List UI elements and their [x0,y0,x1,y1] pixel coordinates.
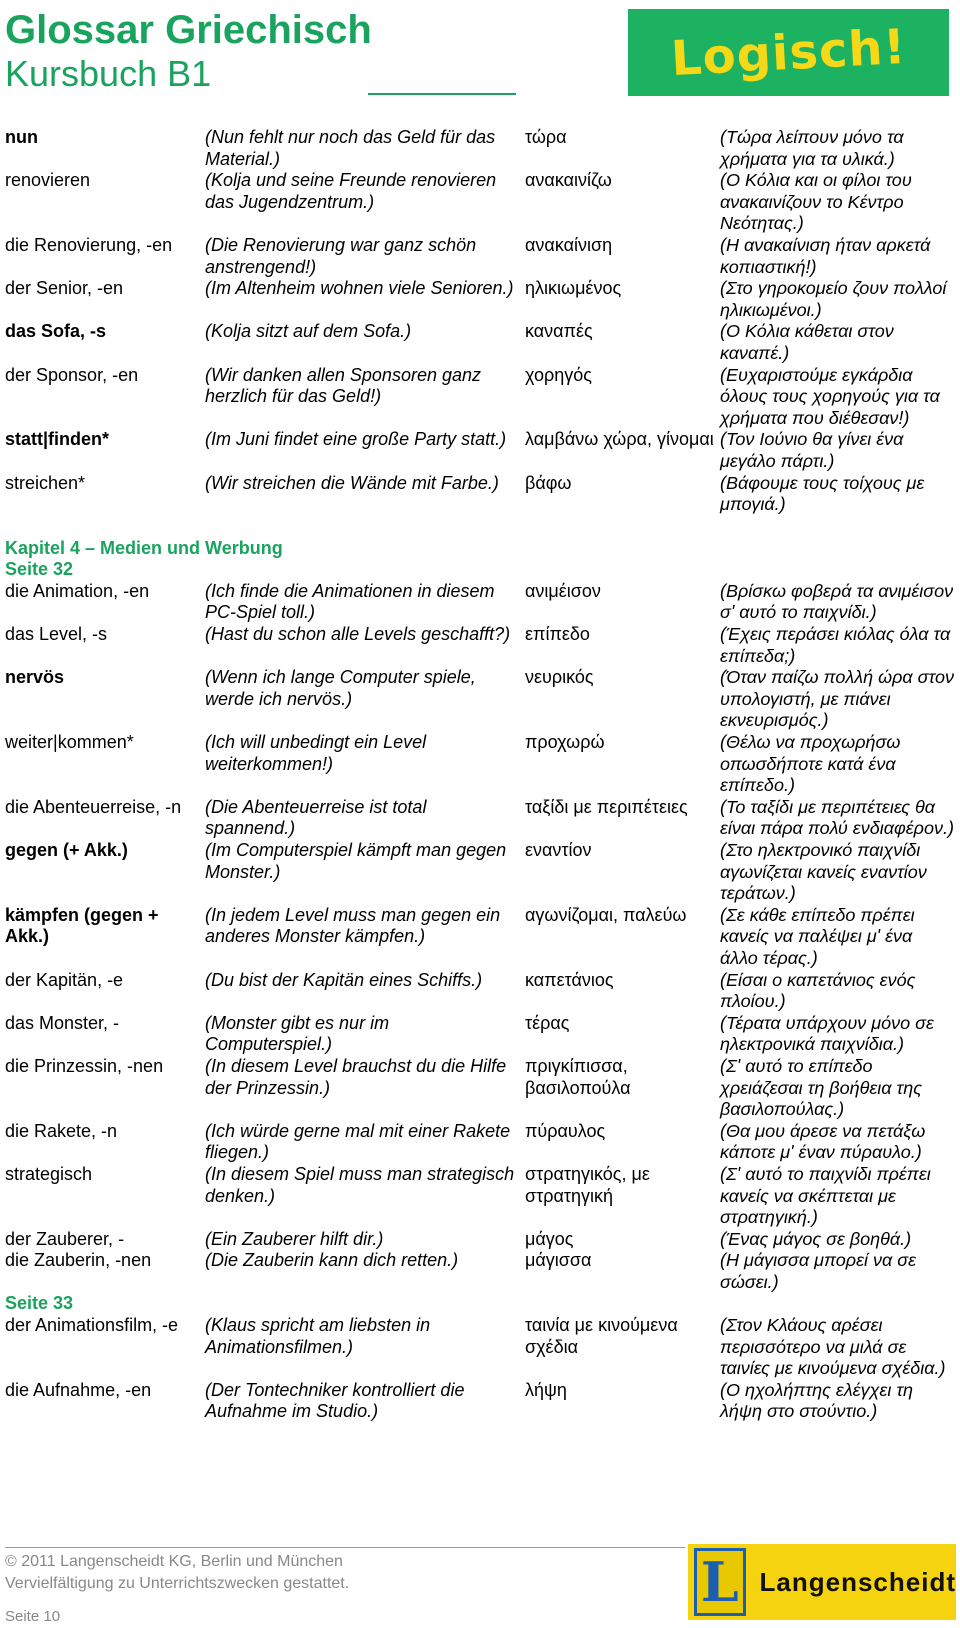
greek-example: (Σ' αυτό το παιχνίδι πρέπει κανείς να σκέπτεται με στρατηγική.) [720,1163,931,1228]
glossary-section-a [5,127,955,516]
greek-term: ηλικιωμένος [525,278,622,299]
german-term: nun [5,127,38,147]
german-term: die Zauberin, -nen [5,1250,152,1271]
german-term: renovieren [5,170,91,191]
german-term: die Aufnahme, -en [5,1379,152,1400]
german-example: (Kolja sitzt auf dem Sofa.) [205,321,412,342]
glossary-entry [5,1315,955,1380]
greek-example: (Σε κάθε επίπεδο πρέπει κανείς να παλέψει μ' ένα άλλο τέρας.) [720,904,915,968]
german-example: (Wir streichen die Wände mit Farbe.) [205,472,499,493]
german-term: weiter|kommen* [5,732,134,753]
greek-term: χορηγός [525,364,592,385]
glossary-entry [5,667,955,732]
glossary-entry [5,1250,955,1293]
german-example: (Ich würde gerne mal mit einer Rakete fliegen.) [205,1120,511,1163]
glossary-entry [5,473,955,516]
greek-term: νευρικός [525,667,594,688]
glossary-entry [5,1164,955,1229]
greek-example: (Η ανακαίνιση ήταν αρκετά κοπιαστική!) [720,234,931,277]
greek-term: μάγος [525,1228,574,1249]
glossary-entry [5,1229,955,1251]
german-example: (Im Altenheim wohnen viele Senioren.) [205,278,514,299]
greek-example: (Ένας μάγος σε βοηθά.) [720,1228,912,1249]
german-example: (Im Juni findet eine große Party statt.) [205,429,507,450]
greek-example: (Έχεις περάσει κιόλας όλα τα επίπεδα;) [720,624,951,666]
glossary-entry [5,278,955,321]
german-example: (In diesem Level brauchst du die Hilfe der Prinzessin.) [205,1055,507,1098]
glossary-table [5,127,955,1423]
greek-term: ταξίδι με περιπέτειες [525,796,688,817]
glossary-entry [5,1380,955,1423]
german-example: (Monster gibt es nur im Computerspiel.) [205,1012,390,1055]
greek-example: (Σ' αυτό το επίπεδο χρειάζεσαι τη βοήθεια της βασιλοπούλας.) [720,1055,923,1120]
greek-term: πύραυλος [525,1120,606,1141]
greek-term: ανιμέισον [525,580,601,601]
german-example: (Der Tontechniker kontrolliert die Aufnahme im Studio.) [205,1379,465,1422]
greek-term: τώρα [525,127,567,147]
greek-example: (Η μάγισσα μπορεί να σε σώσει.) [720,1250,917,1292]
glossary-entry [5,127,955,170]
german-term: das Level, -s [5,624,108,645]
glossary-entry [5,797,955,840]
german-example: (Nun fehlt nur noch das Geld für das Material.) [205,127,496,169]
footer-divider [5,1547,685,1548]
greek-example: (Στο ηλεκτρονικό παιχνίδι αγωνίζεται κανείς εναντίον τεράτων.) [720,840,927,904]
german-example: (Die Zauberin kann dich retten.) [205,1250,459,1271]
glossary-entry [5,365,955,430]
german-example: (Die Abenteuerreise ist total spannend.) [205,796,427,839]
greek-example: (Ο ηχολήπτης ελέγχει τη λήψη στο στούντιο.) [720,1379,914,1422]
greek-term: λήψη [525,1379,567,1400]
page-reference-33: Seite 33 [5,1293,74,1314]
section-spacer [5,516,955,538]
german-term: die Animation, -en [5,580,150,601]
greek-term: ανακαίνιση [525,234,613,255]
greek-example: (Θέλω να προχωρήσω οπωσδήποτε κατά ένα επίπεδο.) [720,732,901,796]
greek-term: ταινία με κινούμενα σχέδια [525,1315,678,1357]
langenscheidt-l-mark: L [694,1548,746,1616]
greek-term: επίπεδο [525,624,590,645]
publisher-name: Langenscheidt [759,1566,956,1597]
german-example: (Im Computerspiel kämpft man gegen Monster.) [205,840,507,882]
glossary-entry [5,1121,955,1164]
glossary-section-c [5,1315,955,1423]
german-example: (In diesem Spiel muss man strategisch denken.) [205,1163,515,1206]
greek-example: (Τον Ιούνιο θα γίνει ένα μεγάλο πάρτι.) [720,429,904,471]
german-example: (Klaus spricht am liebsten in Animationsfilmen.) [205,1315,431,1357]
german-term: die Renovierung, -en [5,234,173,255]
greek-term: ανακαινίζω [525,170,612,191]
logo-text: Logisch! [669,18,908,87]
greek-term: μάγισσα [525,1250,592,1271]
german-term: der Senior, -en [5,278,124,299]
german-term: die Prinzessin, -nen [5,1055,164,1076]
footer [5,1551,349,1595]
greek-example: (Θα μου άρεσε να πετάξω κάποτε μ' έναν πύραυλο.) [720,1120,926,1163]
greek-term: αγωνίζομαι, παλεύω [525,904,687,925]
course-book-subtitle: Kursbuch B1 [5,53,212,94]
greek-example: (Τέρατα υπάρχουν μόνο σε ηλεκτρονικά παιχνίδια.) [720,1012,934,1055]
page-reference-32: Seite 32 [5,559,74,580]
german-term: der Animationsfilm, -e [5,1315,179,1336]
glossary-section-b [5,581,955,1294]
german-term: gegen (+ Akk.) [5,840,128,860]
greek-example: (Τώρα λείπουν μόνο τα χρήματα για τα υλικά.) [720,127,904,169]
glossary-title: Glossar Griechisch [5,8,372,52]
greek-term: τέρας [525,1012,570,1033]
page-number: Seite 10 [5,1608,61,1625]
glossary-entry [5,732,955,797]
greek-example: (Είσαι ο καπετάνιος ενός πλοίου.) [720,969,916,1012]
greek-example: (Ο Κόλια κάθεται στον καναπέ.) [720,321,894,363]
german-example: (Wenn ich lange Computer spiele, werde ich nervös.) [205,667,476,709]
glossary-entry [5,235,955,278]
german-example: (In jedem Level muss man gegen ein anderes Monster kämpfen.) [205,904,501,947]
logisch-logo [628,9,949,96]
german-term: strategisch [5,1163,93,1184]
greek-example: (Όταν παίζω πολλή ώρα στον υπολογιστή, με πιάνει εκνευρισμός.) [720,667,955,731]
german-example: (Hast du schon alle Levels geschafft?) [205,624,511,645]
german-example: (Du bist der Kapitän eines Schiffs.) [205,969,483,990]
german-term: der Kapitän, -e [5,969,124,990]
german-example: (Ich finde die Animationen in diesem PC-Spiel toll.) [205,580,495,623]
greek-term: καπετάνιος [525,969,614,990]
title-underline [368,93,516,95]
german-term: nervös [5,667,65,688]
greek-term: βάφω [525,472,572,493]
german-term: das Monster, - [5,1012,120,1033]
german-example: (Ein Zauberer hilft dir.) [205,1228,384,1249]
copyright-text: © 2011 Langenscheidt KG, Berlin und München [5,1553,343,1570]
german-term: die Rakete, -n [5,1120,118,1141]
greek-example: (Στον Κλάους αρέσει περισσότερο να μιλά σε ταινίες με κινούμενα σχέδια.) [720,1315,946,1379]
greek-term: πριγκίπισσα, βασιλοπούλα [525,1055,631,1098]
german-term: das Sofa, -s [5,321,107,342]
german-term: statt|finden* [5,429,110,450]
copy-permission-text: Vervielfältigung zu Unterrichtszwecken gestattet. [5,1575,350,1592]
german-example: (Kolja und seine Freunde renovieren das Jugendzentrum.) [205,170,497,212]
greek-term: εναντίον [525,840,592,860]
german-example: (Ich will unbedingt ein Level weiterkommen!) [205,732,427,774]
glossary-entry [5,624,955,667]
greek-example: (Βάφουμε τους τοίχους με μπογιά.) [720,472,925,515]
greek-example: (Το ταξίδι με περιπέτειες θα είναι πάρα πολύ ενδιαφέρον.) [720,796,954,839]
glossary-entry [5,840,955,905]
greek-term: στρατηγικός, με στρατηγική [525,1163,650,1206]
german-example: (Wir danken allen Sponsoren ganz herzlich für das Geld!) [205,364,482,407]
page-title [5,8,372,96]
glossary-entry [5,429,955,472]
greek-example: (Ο Κόλια και οι φίλοι του ανακαινίζουν το Κέντρο Νεότητας.) [720,170,912,234]
glossary-entry [5,970,955,1013]
german-term: der Sponsor, -en [5,364,139,385]
german-term: kämpfen (gegen + Akk.) [5,904,159,947]
langenscheidt-logo [688,1544,956,1620]
glossary-entry [5,170,955,235]
german-term: der Zauberer, - [5,1228,125,1249]
greek-example: (Βρίσκω φοβερά τα ανιμέισον σ' αυτό το παιχνίδι.) [720,580,954,623]
glossary-entry [5,1013,955,1056]
greek-term: προχωρώ [525,732,605,753]
greek-term: λαμβάνω χώρα, γίνομαι [525,429,714,450]
greek-term: καναπές [525,321,593,342]
greek-example: (Ευχαριστούμε εγκάρδια όλους τους χορηγούς για τα χρήματα που διέθεσαν!) [720,364,940,428]
german-example: (Die Renovierung war ganz schön anstrengend!) [205,234,477,277]
glossary-entry [5,1056,955,1121]
glossary-entry [5,321,955,364]
chapter-heading: Kapitel 4 – Medien und Werbung [5,537,283,558]
glossary-entry [5,905,955,970]
glossary-entry [5,581,955,624]
german-term: die Abenteuerreise, -n [5,796,182,817]
greek-example: (Στο γηροκομείο ζουν πολλοί ηλικιωμένοι.) [720,278,947,320]
german-term: streichen* [5,472,86,493]
